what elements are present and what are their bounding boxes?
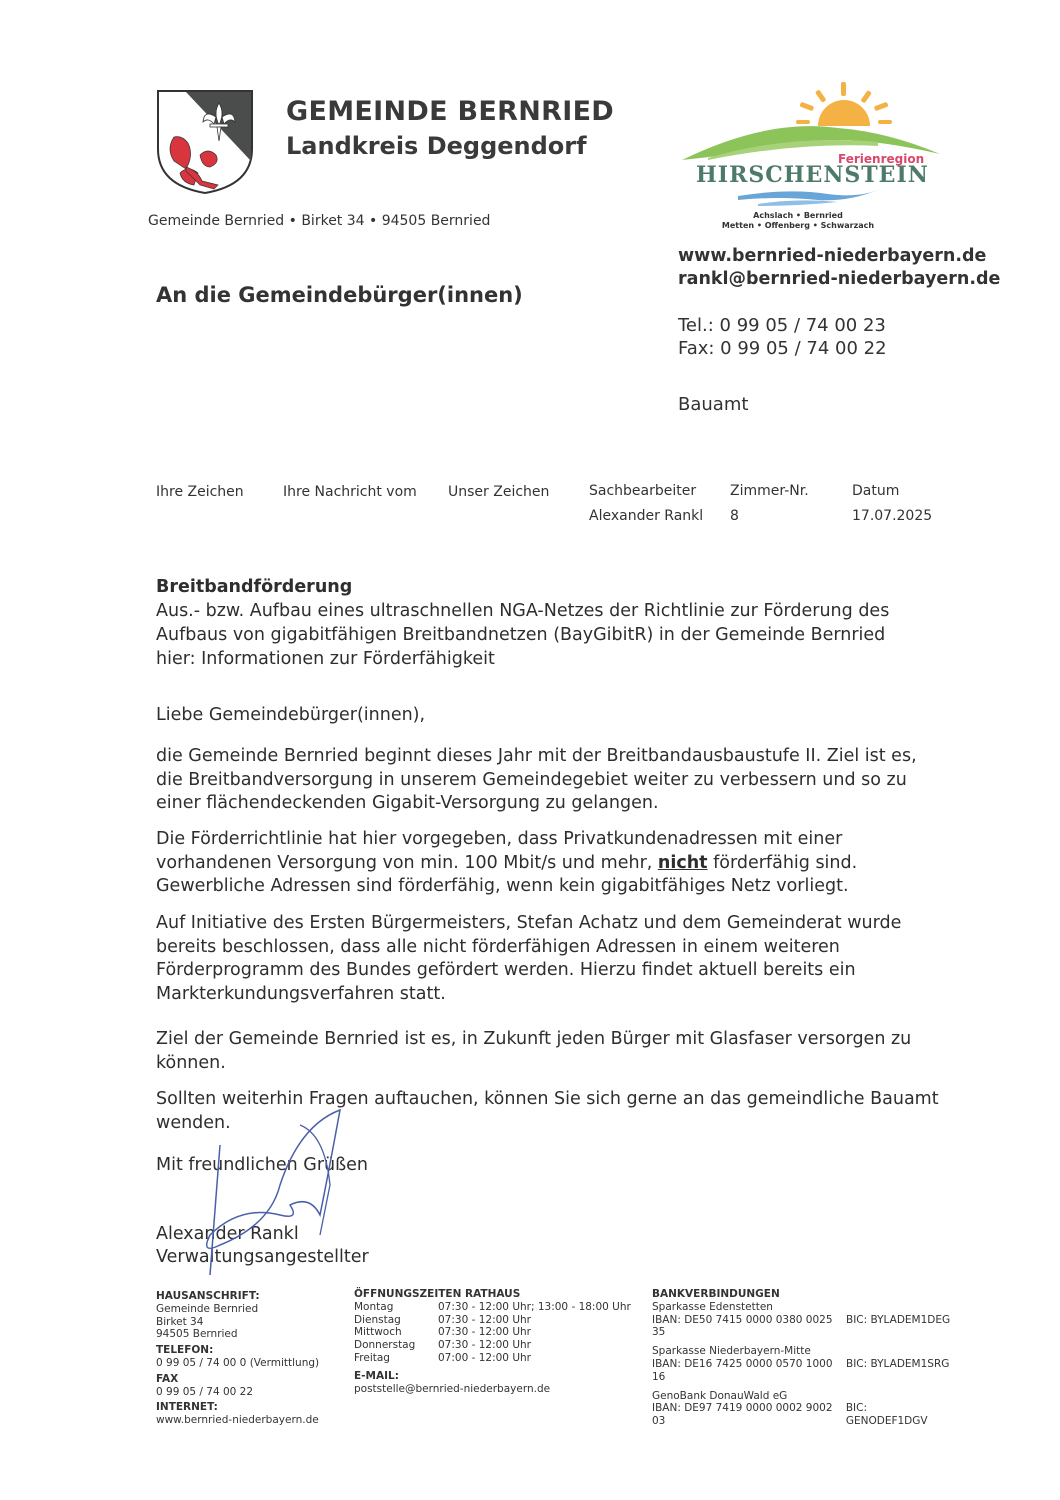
- subject-title: Breitbandförderung: [156, 577, 353, 597]
- paragraph-2: [156, 828, 946, 899]
- address-line: Gemeinde Bernried: [156, 1302, 259, 1315]
- address-line: Birket 34: [156, 1315, 204, 1328]
- hours-time: 07:30 - 12:00 Uhr: [438, 1313, 531, 1326]
- hours-time: 07:00 - 12:00 Uhr: [438, 1351, 531, 1364]
- footer-banks: [652, 1288, 952, 1428]
- subject-block: [156, 575, 956, 671]
- ref-label-ihre-nachricht: Ihre Nachricht vom: [283, 484, 417, 500]
- signer-title: Verwaltungsangestellter: [156, 1247, 369, 1267]
- email-heading: E-MAIL:: [354, 1369, 399, 1382]
- hours-day: Dienstag: [354, 1313, 401, 1326]
- address-heading: HAUSANSCHRIFT:: [156, 1290, 260, 1302]
- footer-email-link[interactable]: poststelle@bernried-niederbayern.de: [354, 1382, 551, 1395]
- bank-bic: BIC: BYLADEM1DEG: [846, 1313, 951, 1326]
- logo-name: HIRSCHENSTEIN: [696, 162, 929, 188]
- signer-name: Alexander Rankl: [156, 1224, 299, 1244]
- bank-bic: BIC: GENODEF1DGV: [845, 1402, 928, 1428]
- bank-iban: IBAN: DE16 7425 0000 0570 1000 16: [652, 1357, 833, 1383]
- closing: Mit freundlichen Grüßen: [156, 1155, 368, 1175]
- hours-day: Montag: [354, 1300, 394, 1313]
- bank-iban: IBAN: DE97 7419 0000 0002 9002 03: [652, 1402, 833, 1428]
- tel-number: Tel.: 0 99 05 / 74 00 23: [678, 315, 886, 336]
- ref-label-datum: Datum: [852, 483, 900, 499]
- paragraph-5: Sollten weiterhin Fragen auftauchen, können Sie sich gerne an das gemeindliche Bauamt wenden.: [156, 1089, 939, 1133]
- website-link[interactable]: www.bernried-niederbayern.de: [678, 246, 987, 266]
- handwritten-signature-icon: [180, 1105, 360, 1280]
- department: Bauamt: [678, 394, 749, 415]
- internet-heading: INTERNET:: [156, 1401, 218, 1414]
- bank-name: Sparkasse Edenstetten: [652, 1300, 773, 1313]
- email-link[interactable]: rankl@bernried-niederbayern.de: [678, 269, 1001, 289]
- bank-bic: BIC: BYLADEM1SRG: [846, 1357, 950, 1370]
- recipient: An die Gemeindebürger(innen): [156, 283, 523, 307]
- logo-places-1: Achslach • Bernried: [753, 211, 843, 220]
- paragraph-2-end: förderfähig sind. Gewerbliche Adressen sind förderfähig, wenn kein gigabitfähiges Netz vorliegt.: [156, 852, 858, 896]
- footer-phone: 0 99 05 / 74 00 0 (Vermittlung): [156, 1356, 320, 1369]
- fax-number: Fax: 0 99 05 / 74 00 22: [678, 338, 887, 359]
- logo-tagline: Ferienregion: [838, 152, 925, 166]
- footer-hours: [354, 1288, 631, 1395]
- hours-time: 07:30 - 12:00 Uhr; 13:00 - 18:00 Uhr: [438, 1300, 631, 1313]
- subject-line-3: hier: Informationen zur Förderfähigkeit: [156, 649, 495, 669]
- room-number: 8: [730, 508, 739, 524]
- address-line: 94505 Bernried: [156, 1328, 238, 1341]
- bank-heading: BANKVERBINDUNGEN: [652, 1288, 780, 1300]
- hours-day: Donnerstag: [354, 1339, 416, 1352]
- clerk-name: Alexander Rankl: [589, 508, 704, 524]
- hours-day: Freitag: [354, 1351, 390, 1364]
- hirschenstein-logo: [678, 78, 948, 234]
- org-subtitle: Landkreis Deggendorf: [286, 132, 587, 160]
- sender-address-line: Gemeinde Bernried • Birket 34 • 94505 Bernried: [148, 213, 491, 229]
- subject-line-2: Aufbaus von gigabitfähigen Breitbandnetzen (BayGibitR) in der Gemeinde Bernried: [156, 625, 886, 645]
- paragraph-2-start: Die Förderrichtlinie hat hier vorgegeben, dass Privatkundenadressen mit einer vorhandenen Versorgung von min. 100 Mbit/s und mehr,: [156, 829, 843, 873]
- org-title: GEMEINDE BERNRIED: [286, 96, 615, 127]
- ref-label-sachbearbeiter: Sachbearbeiter: [589, 483, 697, 499]
- salutation: Liebe Gemeindebürger(innen),: [156, 705, 426, 725]
- hours-day: Mittwoch: [354, 1326, 402, 1339]
- logo-places-2: Metten • Offenberg • Schwarzach: [721, 221, 875, 230]
- bank-name: Sparkasse Niederbayern-Mitte: [652, 1345, 811, 1358]
- emphasis-nicht: nicht: [657, 852, 708, 873]
- hours-time: 07:30 - 12:00 Uhr: [438, 1326, 531, 1339]
- ref-label-ihre-zeichen: Ihre Zeichen: [156, 484, 244, 500]
- ref-label-unser-zeichen: Unser Zeichen: [448, 484, 550, 500]
- footer-website-link[interactable]: www.bernried-niederbayern.de: [156, 1414, 319, 1427]
- footer-fax: 0 99 05 / 74 00 22: [156, 1385, 254, 1398]
- paragraph-4: Ziel der Gemeinde Bernried ist es, in Zukunft jeden Bürger mit Glasfaser versorgen zu können.: [156, 1029, 912, 1073]
- ref-label-zimmer: Zimmer-Nr.: [730, 483, 809, 499]
- coat-of-arms-icon: [156, 89, 254, 195]
- hours-time: 07:30 - 12:00 Uhr: [438, 1339, 531, 1352]
- bank-name: GenoBank DonauWald eG: [652, 1389, 788, 1402]
- paragraph-3: Auf Initiative des Ersten Bürgermeisters, Stefan Achatz und dem Gemeinderat wurde bereits beschlossen, dass alle nicht förderfähigen Adressen in einem weiteren Förderprogramm des Bundes gefördert werden. Hierzu findet aktuell bereits ein Markterkundungsverfahren statt.: [156, 913, 902, 1004]
- phone-block: [678, 314, 887, 360]
- letter-date: 17.07.2025: [852, 508, 933, 524]
- phone-heading: TELEFON:: [156, 1344, 214, 1357]
- contact-block: [678, 245, 1000, 291]
- fax-heading: FAX: [156, 1372, 179, 1385]
- footer-contact: [156, 1290, 319, 1427]
- subject-line-1: Aus.- bzw. Aufbau eines ultraschnellen NGA-Netzes der Richtlinie zur Förderung des: [156, 601, 890, 621]
- hours-heading: ÖFFNUNGSZEITEN RATHAUS: [354, 1288, 521, 1300]
- bank-iban: IBAN: DE50 7415 0000 0380 0025 35: [652, 1313, 833, 1339]
- paragraph-1: die Gemeinde Bernried beginnt dieses Jahr mit der Breitbandausbaustufe II. Ziel ist es, die Breitbandversorgung in unserem Gemeindegebiet weiter zu verbessern und so zu einer flächendeckenden Gigabit-Versorgung zu gelangen.: [156, 746, 917, 813]
